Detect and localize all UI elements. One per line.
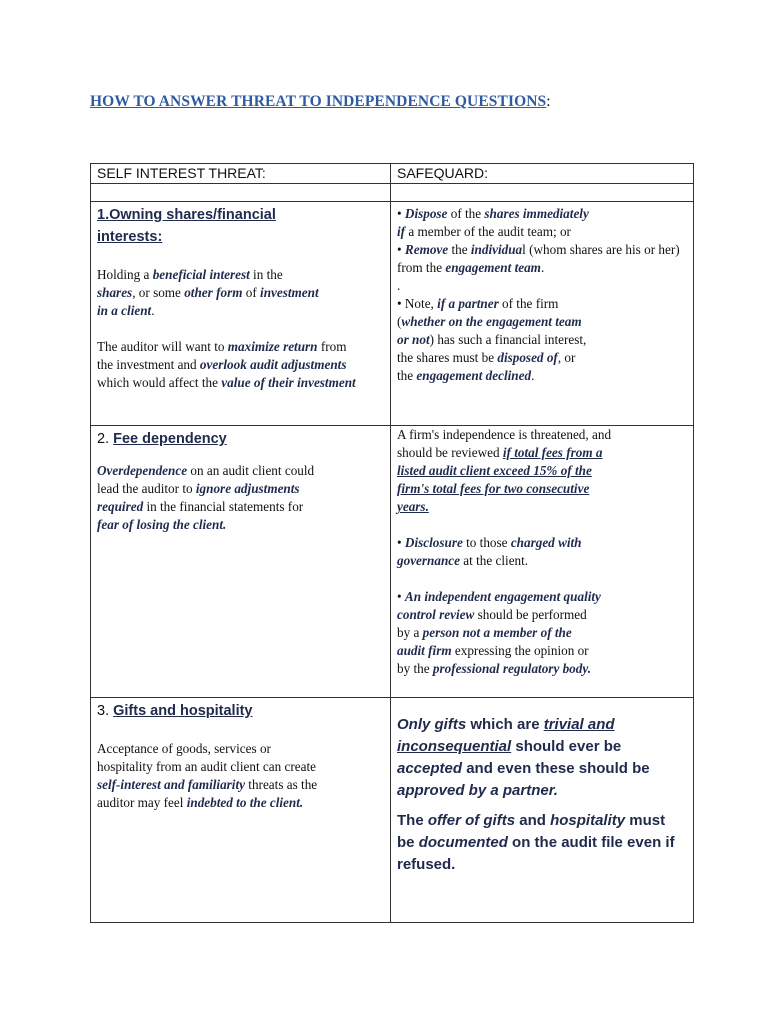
- col2-header: SAFEQUARD:: [391, 164, 694, 184]
- table-row: [91, 202, 694, 426]
- safeguard-cell: [391, 426, 694, 698]
- table-header-row: [91, 164, 694, 184]
- table-row: [91, 426, 694, 698]
- table-empty-row: [91, 184, 694, 202]
- safeguard-item: A firm's independence is threatened, and should be reviewed if total fees from a listed audit client exceed 15% of the firm's total fees for two consecutive years.: [397, 427, 612, 514]
- safeguard-cell: [391, 202, 694, 426]
- safeguard-item: • An independent engagement quality control review should be performed by a person not a member of the audit firm expressing the opinion or by the professional regulatory body.: [397, 589, 601, 676]
- safeguard-item: The offer of gifts and hospitality must be documented on the audit file even if refused.: [397, 812, 675, 873]
- safeguard-item: • Disclosure to those charged with governance at the client.: [397, 535, 582, 568]
- safeguard-item: Only gifts which are trivial and inconsequential should ever be accepted and even these should be approved by a partner.: [397, 716, 650, 799]
- separator-dot: .: [397, 278, 401, 293]
- threat-cell: [91, 698, 391, 923]
- safeguard-item: • Note, if a partner of the firm (whether on the engagement team or not) has such a financial interest, the shares must be disposed of, or the engagement declined.: [397, 296, 587, 383]
- threat-heading: 3. Gifts and hospitality: [97, 703, 253, 719]
- safeguard-item: • Remove the individual (whom shares are his or her) from the engagement team.: [397, 242, 680, 275]
- threat-description: Acceptance of goods, services or hospitality from an audit client can create self-interest and familiarity threats as the auditor may feel indebted to the client.: [97, 741, 318, 810]
- threat-description: Overdependence on an audit client could lead the auditor to ignore adjustments required in the financial statements for fear of losing the client.: [97, 463, 315, 532]
- empty-cell: [391, 184, 694, 202]
- page-title: [90, 93, 551, 111]
- title-text: HOW TO ANSWER THREAT TO INDEPENDENCE QUESTIONS: [90, 93, 547, 110]
- threat-explanation: The auditor will want to maximize return from the investment and overlook audit adjustments which would affect the value of their investment: [97, 339, 356, 390]
- threat-cell: [91, 202, 391, 426]
- threat-description: Holding a beneficial interest in the shares, or some other form of investment in a client.: [97, 267, 319, 318]
- safeguard-item: • Dispose of the shares immediately if a member of the audit team; or: [397, 206, 589, 239]
- threats-table: [90, 163, 694, 923]
- threat-heading: 2. Fee dependency: [97, 431, 227, 447]
- title-colon: :: [546, 93, 551, 110]
- empty-cell: [91, 184, 391, 202]
- col1-header: SELF INTEREST THREAT:: [91, 164, 391, 184]
- threat-cell: [91, 426, 391, 698]
- safeguard-cell: [391, 698, 694, 923]
- table-row: [91, 698, 694, 923]
- threat-heading: 1.Owning shares/financial interests:: [97, 207, 276, 245]
